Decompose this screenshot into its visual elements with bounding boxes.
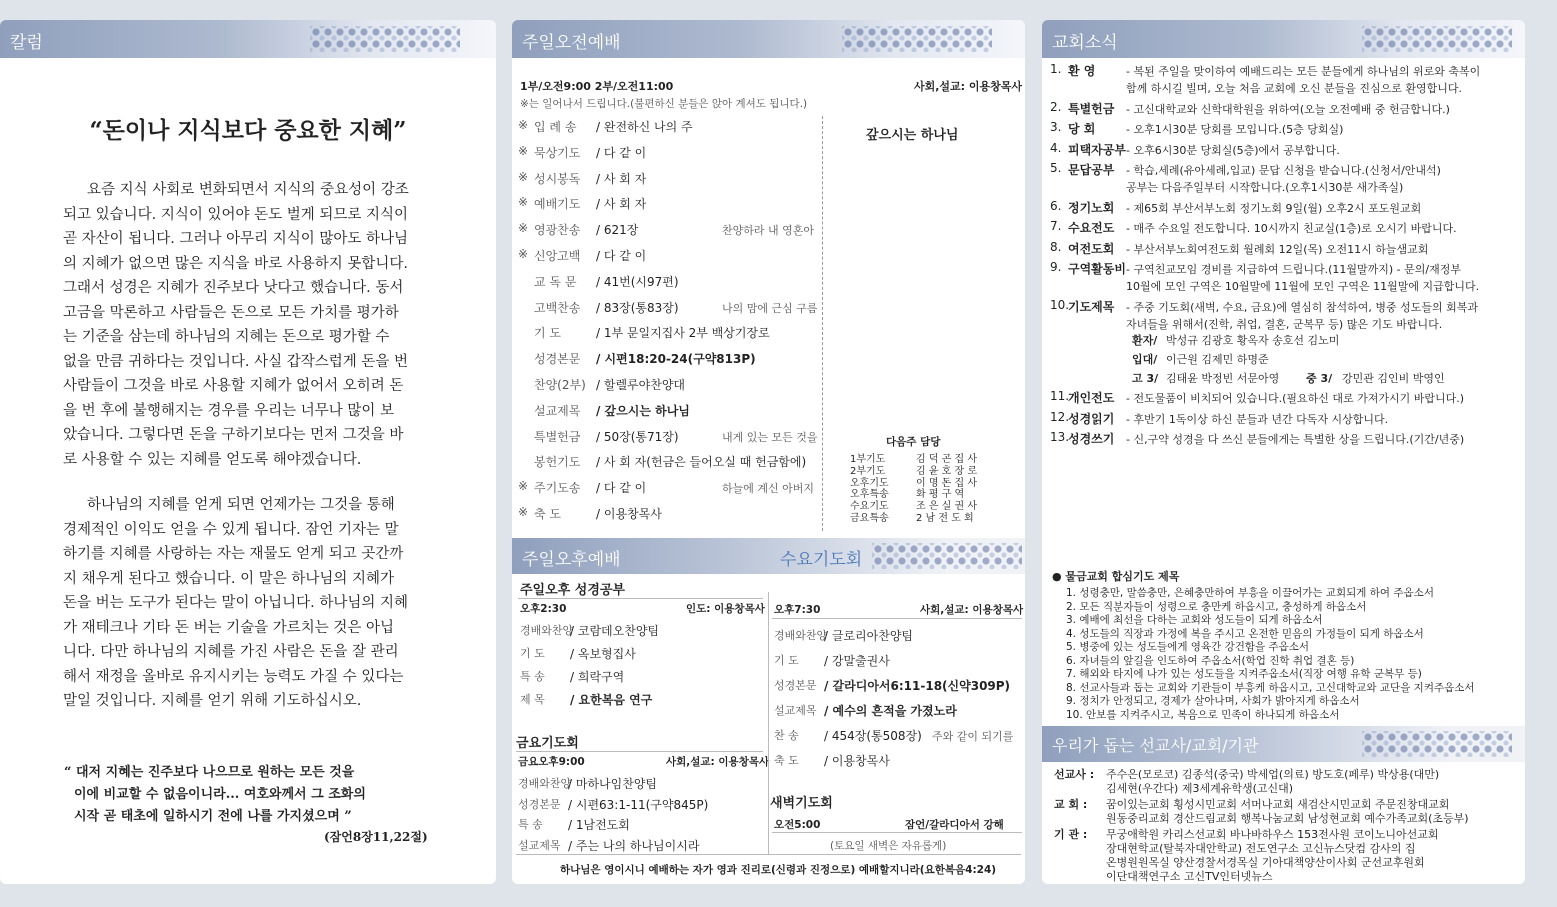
next-week-person: 조 은 실 권 사: [916, 501, 978, 513]
column-header: [0, 20, 496, 58]
divider: [772, 832, 1022, 833]
news-title: 당 회: [1068, 122, 1096, 136]
order-item-name: 찬양(2부): [534, 378, 586, 392]
order-item-name: 고백찬송: [534, 300, 581, 315]
missions-header-title: 우리가 돕는 선교사/교회/기관: [1052, 736, 1259, 755]
prayer-names: 이근원 김제민 하명준: [1166, 353, 1269, 366]
paragraph-line: 니다. 다만 하나님의 지혜를 가진 사람은 돈을 잘 관리: [63, 644, 399, 660]
news-title: 특별헌금: [1068, 101, 1115, 116]
joint-prayer-item: 8. 선교사들과 돕는 교회와 기관들이 부흥케 하옵시고, 고신대학교와 교단을 지켜주옵소서: [1066, 681, 1475, 694]
prayer-label: 입대/: [1132, 353, 1158, 366]
missions-line: 이단대책연구소 고신TV인터넷뉴스: [1106, 870, 1273, 883]
news-number: 9.: [1050, 260, 1062, 274]
paragraph-line: 되고 있습니다. 지식이 있어야 돈도 벌게 되므로 지식이: [63, 206, 409, 223]
news-title: 피택자공부: [1068, 142, 1126, 157]
joint-prayer-item: 9. 정치가 안정되고, 경제가 살아나며, 사회가 밝아지게 하옵소서: [1066, 695, 1360, 707]
order-item-name: 봉헌기도: [534, 455, 581, 470]
paragraph-line: 는 기준을 삼는데 하나님의 지혜는 돈으로 평가할 수: [63, 329, 390, 345]
missions-line: 주수은(모로코) 김종석(중국) 박세업(의료) 방도호(페루) 박상용(대만): [1106, 768, 1440, 781]
morning-note: ※는 일어나서 드립니다.(불편하신 분들은 앉아 계셔도 됩니다.): [520, 98, 808, 110]
news-line: - 전도물품이 비치되어 있습니다.(필요하신 대로 가져가시기 바랍니다.): [1126, 392, 1465, 405]
order-item-value: / 이용창목사: [596, 507, 662, 521]
paragraph-line: 곧 자산이 됩니다. 그러나 아무리 지식이 많아도 하나님: [63, 231, 409, 247]
standing-mark: ※: [518, 221, 529, 236]
order-item-value: / 이용창목사: [824, 754, 890, 768]
news-line: - 오후6시30분 당회실(5층)에서 공부합니다.: [1126, 143, 1340, 157]
next-week-person: 김 윤 호 장 로: [916, 465, 978, 477]
quote-line: 시작 곧 태초에 일하시기 전에 나를 가지셨으며 ”: [74, 809, 352, 824]
column-header-title: 칼럼: [10, 33, 43, 53]
paragraph-line: 가 재테크나 기타 돈 버는 기술을 가르치는 것은 아닙: [63, 619, 395, 636]
paragraph-line: 사람들이 그것을 바로 사용할 지혜가 없어서 오히려 돈: [63, 378, 404, 394]
order-item-name: 찬 송: [774, 729, 799, 742]
news-number: 7.: [1050, 219, 1062, 233]
order-item-value: / 사 회 자: [596, 197, 647, 212]
paragraph-line: 그래서 성경은 지혜가 진주보다 낫다고 했습니다. 동서: [63, 280, 404, 296]
column-paragraph-2: [63, 493, 455, 714]
order-item-value: / 다 같 이: [596, 145, 647, 160]
news-line: - 주중 기도회(새벽, 수요, 금요)에 열심히 참석하여, 병중 성도들의 회복과: [1126, 300, 1479, 314]
news-title: 성경쓰기: [1068, 432, 1115, 446]
order-item-value: / 사 회 자(헌금은 들어오실 때 헌금함에): [596, 455, 807, 470]
missions-line: 원동중리교회 경산드림교회 행복나눔교회 남성현교회 예수가족교회(초등부): [1106, 812, 1469, 825]
news-number: 1.: [1050, 62, 1062, 76]
friday-leader: 사회,설교: 이용창목사: [666, 756, 770, 768]
order-item-value: / 83장(통83장): [596, 300, 679, 315]
news-number: 5.: [1050, 161, 1062, 175]
news-line: 공부는 다음주일부터 시작합니다.(오후1시30분 새가족실): [1126, 181, 1404, 194]
order-item-value: / 주는 나의 하나님이시라: [568, 838, 700, 853]
order-item-name: 기 도: [774, 654, 799, 667]
order-item-value: / 갚으시는 하나님: [596, 403, 690, 418]
column-panel: [0, 20, 496, 884]
order-item-name: 예배기도: [534, 197, 581, 212]
dawn-title: 새벽기도회: [770, 796, 833, 811]
news-number: 2.: [1050, 99, 1062, 114]
missions-line: 무궁애학원 카리스선교회 바나바하우스 153전사원 코이노니아선교회: [1106, 828, 1439, 841]
footer-verse: 하나님은 영이시니 예배하는 자가 영과 진리로(신령과 진정으로) 예배할지니라(요한복음4:24): [560, 864, 997, 876]
afternoon-header-title: 주일오후예배: [522, 550, 621, 570]
news-number: 10.: [1050, 297, 1070, 312]
order-item-value: / 시편63:1-11(구약845P): [568, 797, 709, 812]
news-title: 개인전도: [1068, 391, 1115, 405]
diamond-pattern: [842, 26, 992, 52]
news-line: - 구역친교모임 경비를 지급하여 드립니다.(11월말까지) - 문의/재정부: [1126, 263, 1461, 276]
order-item-value: / 옥보형집사: [570, 647, 636, 661]
prayer-names: 박성규 김광호 황옥자 송호선 김노미: [1166, 334, 1340, 347]
news-title: 환 영: [1068, 64, 1096, 78]
missions-label: 선교사 :: [1054, 768, 1095, 781]
order-item-name: 경배와찬양: [520, 624, 574, 637]
news-line: - 신,구약 성경을 다 쓰신 분들에게는 특별한 상을 드립니다.(기간/년중): [1126, 433, 1465, 446]
quote-line: 이에 비교할 수 없음이니라... 여호와께서 그 조화의: [74, 787, 366, 802]
order-item-name: 주기도송: [534, 481, 581, 496]
joint-prayer-item: 5. 병중에 있는 성도들에게 영육간 강건함을 주옵소서: [1066, 641, 1310, 653]
news-title: 기도제목: [1068, 299, 1115, 314]
diamond-pattern: [310, 26, 460, 52]
order-item-value: / 완전하신 나의 주: [596, 120, 693, 134]
order-item-name: 성경본문: [534, 352, 581, 367]
diamond-pattern: [872, 543, 1022, 569]
standing-mark: ※: [518, 247, 529, 261]
order-item-hymn: 내게 있는 모든 것을: [722, 430, 818, 444]
order-item-name: 교 독 문: [534, 274, 577, 289]
divider: [822, 116, 823, 531]
paragraph-line: 말일 것입니다. 지혜를 얻기 위해 기도하십시오.: [63, 693, 362, 709]
dawn-leader: 잠언/갈라디아서 강해: [905, 819, 1004, 831]
order-item-name: 성시봉독: [534, 171, 581, 186]
afternoon-leader: 인도: 이용창목사: [686, 603, 765, 615]
news-line: - 매주 수요일 전도합니다. 10시까지 친교실(1층)로 오시기 바랍니다.: [1126, 222, 1457, 235]
prayer-label: 고 3/: [1132, 372, 1159, 385]
standing-mark: ※: [518, 505, 529, 519]
paragraph-line: 고금을 막론하고 사람들은 돈으로 모든 가치를 평가하: [63, 304, 399, 321]
next-week-role: 2부기도: [850, 465, 886, 477]
news-line: - 고신대학교와 신학대학원을 위하여(오늘 오전예배 중 헌금합니다.): [1126, 102, 1450, 116]
joint-prayer-item: 3. 예배에 최선을 다하는 교회와 성도들이 되게 하옵소서: [1066, 614, 1323, 626]
standing-mark: ※: [518, 195, 529, 210]
joint-prayer-item: 1. 성령충만, 말씀충만, 은혜충만하여 부흥을 이끌어가는 교회되게 하여 주옵소서: [1066, 587, 1434, 599]
news-number: 11.: [1050, 389, 1070, 403]
diamond-pattern: [1362, 731, 1512, 757]
news-line: - 부산서부노회여전도회 월례회 12일(목) 오전11시 하늘샘교회: [1126, 242, 1429, 256]
joint-prayer-title: ● 물금교회 합심기도 제목: [1052, 570, 1180, 583]
news-line: - 오후1시30분 당회를 모입니다.(5층 당회실): [1126, 123, 1344, 136]
joint-prayer-item: 2. 모든 직분자들이 성령으로 충만케 하옵시고, 충성하게 하옵소서: [1066, 600, 1367, 613]
divider: [516, 751, 763, 752]
news-title: 여전도회: [1068, 241, 1115, 256]
order-item-value: / 454장(통508장): [824, 729, 922, 743]
order-item-value: / 갈라디아서6:11-18(신약309P): [824, 679, 1011, 693]
news-title: 문답공부: [1068, 163, 1115, 177]
dawn-time: 오전5:00: [774, 819, 821, 831]
next-week-role: 1부기도: [850, 454, 886, 465]
news-title: 수요전도: [1068, 221, 1115, 235]
news-number: 4.: [1050, 140, 1062, 155]
prayer-names: 김태윤 박정빈 서문아영: [1166, 372, 1280, 385]
order-item-name: 축 도: [774, 754, 799, 767]
order-item-name: 신앙고백: [534, 249, 581, 263]
worship-panel: [512, 20, 1025, 884]
order-item-name: 입 례 송: [534, 120, 577, 134]
order-item-value: / 코람데오찬양팀: [570, 624, 660, 638]
prayer-names: 강민관 김인비 박영인: [1342, 372, 1445, 385]
order-item-name: 특 송: [520, 670, 545, 683]
paragraph-line: 하나님의 지혜를 얻게 되면 언제가는 그것을 통해: [87, 497, 395, 513]
news-title: 구역활동비: [1068, 262, 1126, 276]
order-item-value: / 마하나임찬양팀: [568, 777, 658, 791]
morning-leader: 사회,설교: 이용창목사: [914, 80, 1023, 93]
news-number: 13.: [1050, 430, 1070, 444]
next-week-person: 화 평 구 역: [916, 489, 965, 501]
order-item-value: / 50장(통71장): [596, 429, 679, 444]
divider: [516, 854, 1021, 855]
afternoon-time: 오후2:30: [520, 603, 567, 615]
order-item-value: / 시편18:20-24(구약813P): [596, 352, 756, 367]
joint-prayer-item: 4. 성도들의 직장과 가정에 복을 주시고 온전한 믿음의 가정들이 되게 하옵소서: [1066, 627, 1424, 640]
standing-mark: ※: [518, 143, 529, 158]
standing-mark: ※: [518, 169, 529, 184]
column-quote-ref: (잠언8장11,22절): [324, 830, 428, 844]
diamond-pattern: [1362, 26, 1512, 52]
prayer-label: 환자/: [1132, 334, 1158, 347]
order-item-hymn: 하늘에 계신 아버지: [722, 482, 815, 496]
order-item-value: / 1부 문일지집사 2부 백상기장로: [596, 326, 770, 341]
order-item-name: 설교제목: [774, 704, 817, 717]
joint-prayer-item: 7. 해외와 타지에 나가 있는 성도들을 지켜주옵소서(직장 여행 유학 군복무 등): [1066, 668, 1422, 680]
afternoon-header: [512, 538, 1025, 574]
next-week-title: 다음주 담당: [886, 436, 941, 448]
divider: [772, 618, 1022, 619]
missions-line: 온병원원목실 양산경찰서경목실 기아대책양산이사회 군선교후원회: [1106, 856, 1425, 869]
order-item-value: / 요한복음 연구: [570, 693, 653, 707]
news-header-title: 교회소식: [1052, 33, 1118, 53]
paragraph-line: 의 지혜가 없으면 많은 지식을 바로 사용하지 못합니다.: [63, 255, 409, 272]
order-item-value: / 강말출권사: [824, 654, 890, 668]
news-panel: [1042, 20, 1525, 884]
paragraph-line: 없을 만큼 귀하다는 것입니다. 사실 갑작스럽게 돈을 번: [63, 353, 409, 370]
news-title: 성경읽기: [1068, 411, 1115, 426]
missions-line: 김세현(우간다) 제3세계유학생(고신대): [1106, 782, 1294, 795]
divider: [768, 592, 769, 854]
order-item-value: / 41번(시97편): [596, 274, 679, 289]
next-week-person: 이 명 돈 집 사: [916, 477, 978, 489]
divider: [518, 598, 763, 599]
news-number: 3.: [1050, 120, 1062, 134]
friday-title: 금요기도회: [516, 736, 579, 751]
news-number: 6.: [1050, 198, 1062, 213]
order-item-name: 기 도: [520, 647, 545, 660]
news-line: - 복된 주일을 맞이하여 예배드리는 모든 분들에게 하나님의 위로와 축복이: [1126, 65, 1481, 78]
order-item-name: 설교제목: [534, 403, 581, 418]
order-item-name: 성경본문: [774, 679, 817, 692]
joint-prayer-item: 6. 자녀들의 앞길을 인도하여 주옵소서(학업 진학 취업 결혼 등): [1066, 654, 1355, 667]
order-item-name: 특 송: [518, 818, 543, 831]
morning-header-title: 주일오전예배: [522, 33, 621, 53]
order-item-value: / 글로리아찬양팀: [824, 629, 914, 643]
paragraph-line: 았습니다. 그렇다면 돈을 구하기보다는 먼저 그것을 바: [63, 427, 404, 443]
missions-label: 기 관 :: [1054, 828, 1088, 841]
dawn-note: (토요일 새벽은 자유롭게): [830, 840, 947, 852]
order-item-name: 설교제목: [518, 838, 561, 852]
paragraph-line: 요즘 지식 사회로 변화되면서 지식의 중요성이 강조: [87, 182, 409, 198]
paragraph-line: 지 채우게 된다고 했습니다. 이 말은 하나님의 지혜가: [63, 570, 395, 587]
news-header: [1042, 20, 1525, 58]
order-item-value: / 예수의 흔적을 가졌노라: [824, 704, 957, 718]
news-title: 정기노회: [1068, 200, 1115, 215]
order-item-value: / 희락구역: [570, 670, 625, 684]
news-line: 10월에 모인 구역은 10월말에 11월에 모인 구역은 11월말에 지급합니다.: [1126, 280, 1480, 293]
friday-time: 금요오후9:00: [518, 756, 585, 768]
next-week-role: 수요기도: [850, 501, 889, 513]
missions-line: 장대현학교(탈북자대안학교) 전도연구소 고신뉴스닷컴 감사의 집: [1106, 842, 1416, 855]
afternoon-title: 주일오후 성경공부: [520, 583, 625, 598]
column-paragraph-1: [63, 178, 455, 472]
next-week-role: 오후특송: [850, 489, 889, 501]
missions-header: [1042, 726, 1525, 762]
paragraph-line: 을 번 후에 불행해지는 경우를 우리는 너무나 많이 보: [63, 402, 395, 419]
morning-times: 1부/오전9:00 2부/오전11:00: [520, 80, 674, 93]
order-item-value: / 다 같 이: [596, 249, 647, 263]
column-title: “돈이나 지식보다 중요한 지혜”: [89, 117, 407, 144]
order-item-name: 묵상기도: [534, 145, 581, 160]
wednesday-header-title: 수요기도회: [780, 550, 863, 570]
next-week-person: 김 덕 곤 집 사: [916, 454, 978, 465]
news-line: - 후반기 1독이상 하신 분들과 년간 다독자 시상합니다.: [1126, 412, 1389, 426]
prayer-label: 중 3/: [1306, 372, 1333, 385]
paragraph-line: 하기를 지혜를 사랑하는 자는 재물도 얻게 되고 곳간까: [63, 546, 404, 562]
wednesday-leader: 사회,설교: 이용창목사: [920, 604, 1024, 616]
missions-label: 교 회 :: [1054, 798, 1088, 811]
next-week-role: 오후기도: [850, 477, 889, 489]
order-item-name: 경배와찬양: [774, 629, 828, 642]
order-item-name: 영광찬송: [534, 223, 581, 238]
order-item-name: 경배와찬양: [518, 777, 572, 790]
sermon-title: 갚으시는 하나님: [866, 128, 959, 143]
joint-prayer-item: 10. 안보를 지켜주시고, 복음으로 민족이 하나되게 하옵소서: [1066, 708, 1340, 721]
paragraph-line: 돈을 버는 도구가 된다는 말이 아닙니다. 하나님의 지혜: [63, 595, 409, 611]
next-week-person: 2 남 전 도 회: [916, 513, 974, 524]
order-item-name: 특별헌금: [534, 429, 581, 444]
order-item-name: 축 도: [534, 507, 561, 521]
missions-line: 꿈이있는교회 횡성시민교회 서머나교회 새검산시민교회 주문진창대교회: [1106, 798, 1450, 811]
order-item-name: 기 도: [534, 326, 561, 341]
order-item-value: / 사 회 자: [596, 171, 647, 186]
morning-header: [512, 20, 1025, 58]
order-item-name: 제 목: [520, 693, 545, 706]
order-item-hymn: 찬양하라 내 영혼아: [722, 224, 815, 238]
standing-mark: ※: [518, 118, 529, 132]
standing-mark: ※: [518, 479, 529, 494]
paragraph-line: 해서 재정을 올바로 유지시키는 능력도 가질 수 있다는: [63, 668, 404, 685]
order-item-value: / 할렐루야찬양대: [596, 378, 686, 392]
order-item-name: 성경본문: [518, 797, 561, 811]
paragraph-line: 로 사용할 수 있는 지혜를 얻도록 해야겠습니다.: [63, 451, 362, 468]
quote-line: “ 대저 지혜는 진주보다 나으므로 원하는 모든 것을: [64, 765, 355, 780]
wednesday-time: 오후7:30: [774, 604, 821, 616]
news-line: 자녀들을 위해서(진학, 취업, 결혼, 군복무 등) 많은 기도 바랍니다.: [1126, 317, 1443, 331]
news-line: - 제65회 부산서부노회 정기노회 9일(월) 오후2시 포도원교회: [1126, 201, 1422, 215]
order-item-value: / 1남전도회: [568, 818, 630, 832]
order-item-hymn: 주와 같이 되기를: [932, 730, 1014, 743]
paragraph-line: 경제적인 이익도 얻을 수 있게 됩니다. 잠언 기자는 말: [63, 521, 399, 538]
news-number: 12.: [1050, 409, 1070, 424]
news-line: - 학습,세례(유아세례,입교) 문답 신청을 받습니다.(신청서/안내석): [1126, 164, 1441, 177]
order-item-value: / 621장: [596, 223, 639, 238]
order-item-hymn: 나의 맘에 근심 구름: [722, 301, 818, 315]
column-quote: [64, 762, 366, 828]
news-number: 8.: [1050, 239, 1062, 254]
order-item-value: / 다 같 이: [596, 481, 647, 496]
next-week-role: 금요특송: [850, 513, 889, 524]
news-line: 함께 하시길 빌며, 오늘 처음 교회에 오신 분들을 진심으로 환영합니다.: [1126, 82, 1462, 95]
